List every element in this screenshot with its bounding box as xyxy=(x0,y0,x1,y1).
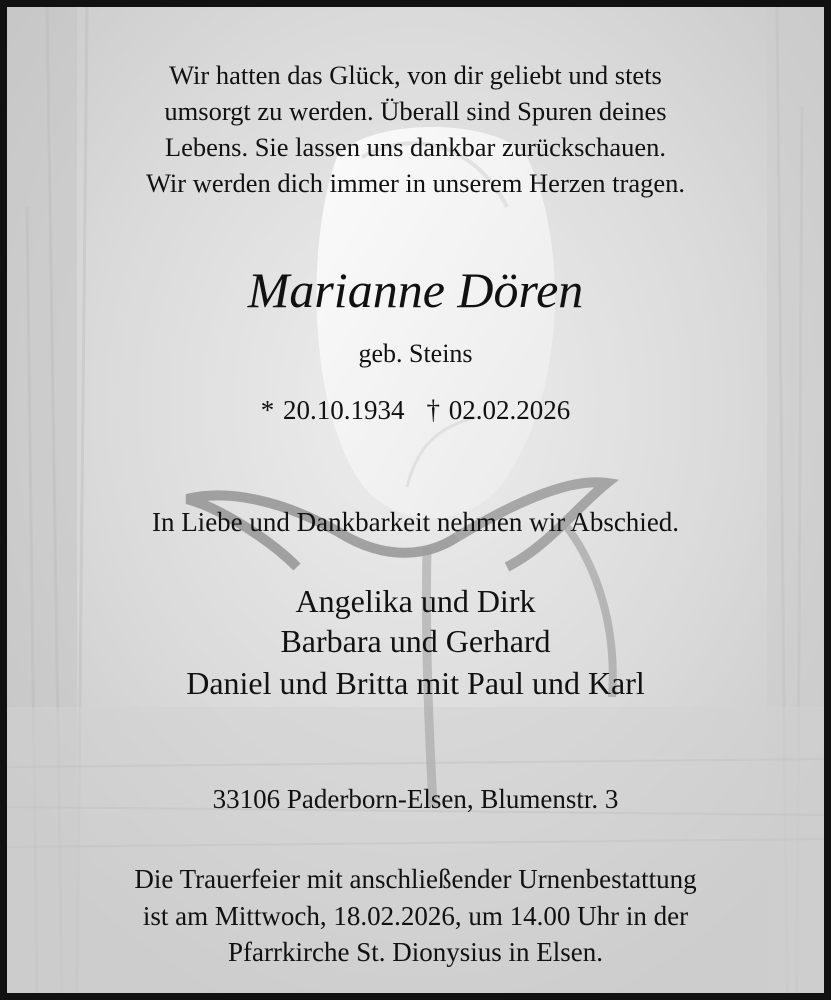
mourner-line-1: Angelika und Dirk xyxy=(295,583,536,619)
verse-line-4: Wir werden dich immer in unserem Herzen tragen. xyxy=(145,168,686,198)
birth-date: * 20.10.1934 xyxy=(260,395,405,425)
address-text: 33106 Paderborn-Elsen, Blumenstr. 3 xyxy=(212,784,619,814)
verse-line-2: umsorgt zu werden. Überall sind Spuren deines xyxy=(164,96,667,126)
farewell-text: In Liebe und Dankbarkeit nehmen wir Abschied. xyxy=(151,507,680,537)
service-line-1: Die Trauerfeier mit anschließender Urnenbestattung xyxy=(134,864,697,894)
life-dates xyxy=(7,395,824,426)
birth-name: geb. Steins xyxy=(358,339,473,368)
verse-line-1: Wir hatten das Glück, von dir geliebt und stets xyxy=(169,60,662,90)
mourner-line-2: Barbara und Gerhard xyxy=(280,623,551,659)
service-line-2: ist am Mittwoch, 18.02.2026, um 14.00 Uhr in der xyxy=(142,901,689,931)
deceased-name: Marianne Dören xyxy=(247,262,584,318)
verse-line-3: Lebens. Sie lassen uns dankbar zurückschauen. xyxy=(164,132,667,162)
death-date: † 02.02.2026 xyxy=(426,395,571,425)
mourner-line-3: Daniel und Britta mit Paul und Karl xyxy=(186,665,645,701)
service-line-3: Pfarrkirche St. Dionysius in Elsen. xyxy=(228,937,603,967)
